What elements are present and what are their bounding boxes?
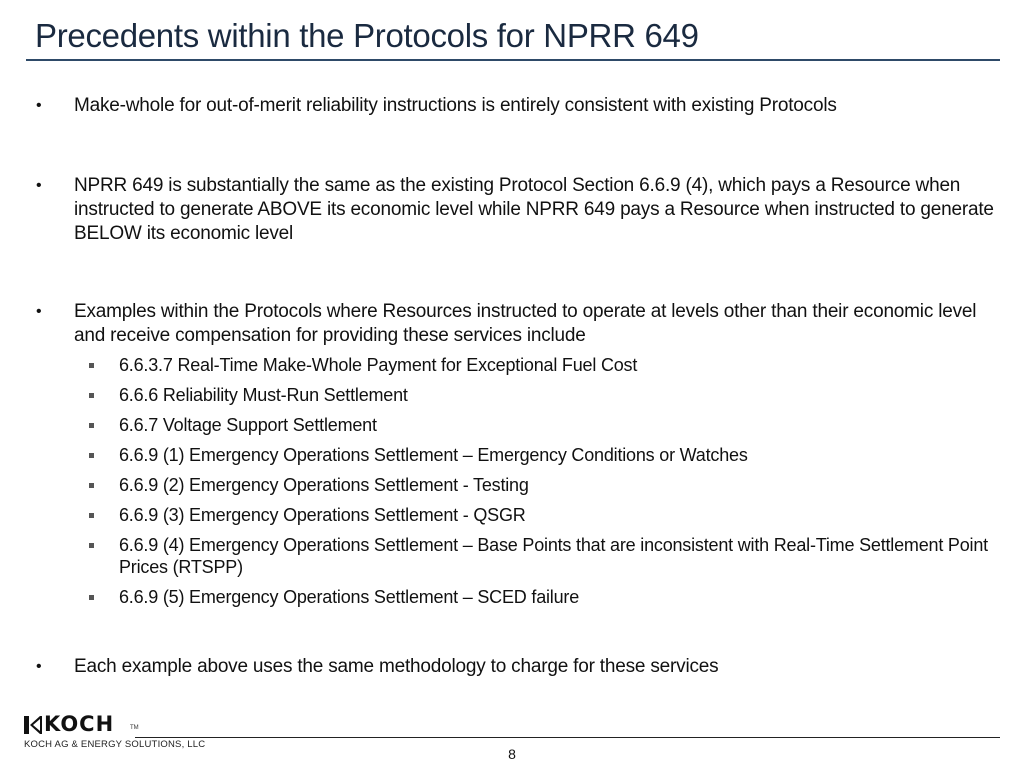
page-number: 8: [508, 746, 516, 762]
bullet-text: Each example above uses the same methodology to charge for these services: [74, 656, 719, 677]
sub-bullet-text: 6.6.9 (4) Emergency Operations Settlement – Base Points that are inconsistent with Real-Time Settlement Point Prices (RTSPP): [119, 535, 988, 577]
square-bullet-icon: [89, 423, 94, 428]
square-bullet-icon: [89, 393, 94, 398]
sub-bullet-item: [119, 444, 989, 466]
sub-bullet-text: 6.6.7 Voltage Support Settlement: [119, 415, 377, 435]
bullet-dot: •: [36, 303, 42, 320]
sub-bullet-text: 6.6.9 (5) Emergency Operations Settlement – SCED failure: [119, 587, 580, 607]
title-divider: [26, 59, 1000, 61]
sub-bullet-text: 6.6.9 (3) Emergency Operations Settlement - QSGR: [119, 505, 526, 525]
bullet-item: [36, 300, 994, 348]
sub-bullet-text: 6.6.9 (1) Emergency Operations Settlement – Emergency Conditions or Watches: [119, 445, 748, 465]
sub-bullet-item: [119, 384, 989, 406]
company-name: KOCH AG & ENERGY SOLUTIONS, LLC: [24, 739, 206, 750]
bullet-dot: •: [36, 97, 42, 114]
square-bullet-icon: [89, 453, 94, 458]
sub-bullet-item: [119, 414, 989, 436]
slide-title: Precedents within the Protocols for NPRR 649: [35, 17, 699, 54]
logo-wordmark: KOCH: [44, 712, 115, 736]
sub-bullet-item: [119, 354, 989, 376]
square-bullet-icon: [89, 595, 94, 600]
sub-bullet-item: [119, 504, 989, 526]
bullet-text: NPRR 649 is substantially the same as the existing Protocol Section 6.6.9 (4), which pays a Resource when instructed to generate ABOVE its economic level while NPRR 649 pays a Resource when instructed to generate BELOW its economic level: [74, 175, 994, 244]
sub-bullet-item: [119, 474, 989, 496]
square-bullet-icon: [89, 363, 94, 368]
sub-bullet-text: 6.6.3.7 Real-Time Make-Whole Payment for Exceptional Fuel Cost: [119, 355, 638, 375]
koch-mark-icon: [24, 716, 42, 734]
bullet-dot: •: [36, 658, 42, 675]
sub-bullet-item: [119, 534, 989, 578]
bullet-dot: •: [36, 177, 42, 194]
square-bullet-icon: [89, 513, 94, 518]
sub-bullet-text: 6.6.6 Reliability Must-Run Settlement: [119, 385, 408, 405]
bullet-item: [36, 94, 994, 118]
sub-bullet-text: 6.6.9 (2) Emergency Operations Settlement - Testing: [119, 475, 529, 495]
footer-divider: [135, 737, 1000, 738]
square-bullet-icon: [89, 483, 94, 488]
logo-trademark: TM: [130, 725, 139, 731]
bullet-item: [36, 174, 994, 246]
bullet-text: Examples within the Protocols where Resources instructed to operate at levels other than their economic level and receive compensation for providing these services include: [74, 301, 977, 346]
bullet-item: [36, 655, 994, 679]
sub-bullet-item: [119, 586, 989, 608]
company-logo: [24, 714, 204, 754]
bullet-text: Make-whole for out-of-merit reliability instructions is entirely consistent with existing Protocols: [74, 95, 837, 116]
square-bullet-icon: [89, 543, 94, 548]
